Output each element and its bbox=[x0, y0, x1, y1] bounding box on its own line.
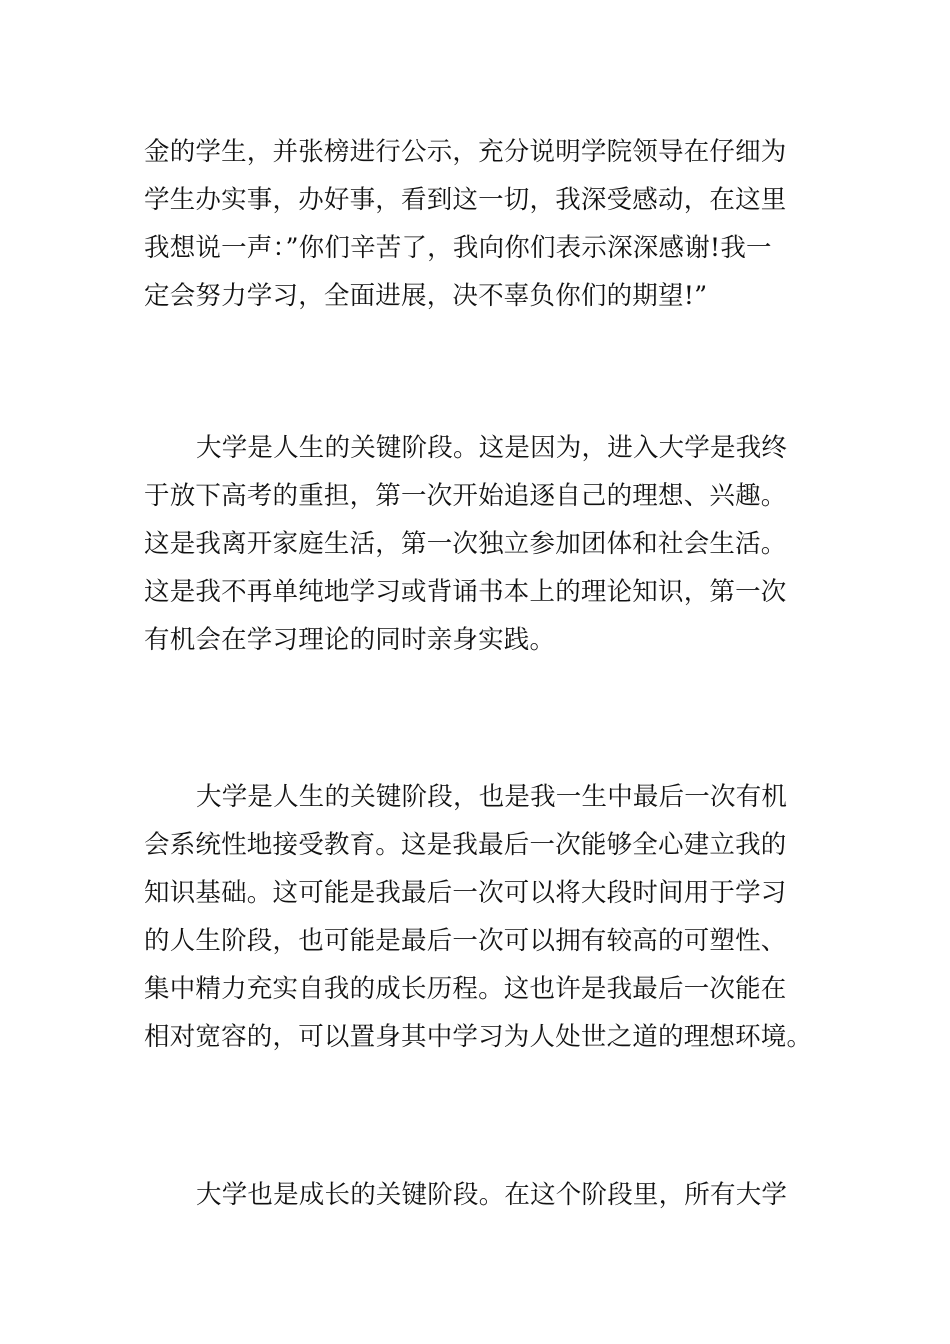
paragraph-line: 学生办实事，办好事，看到这一切，我深受感动，在这里 bbox=[144, 185, 787, 215]
paragraph-line: 于放下高考的重担，第一次开始追逐自己的理想、兴趣。 bbox=[144, 481, 787, 511]
paragraph-line: 定会努力学习，全面进展，决不辜负你们的期望!” bbox=[144, 281, 708, 311]
paragraph-line: 大学是人生的关键阶段。这是因为，进入大学是我终 bbox=[196, 433, 788, 463]
paragraph-line: 我想说一声：”你们辛苦了，我向你们表示深深感谢!我一 bbox=[144, 233, 772, 263]
paragraph-3 bbox=[144, 773, 813, 1061]
paragraph-line: 大学也是成长的关键阶段。在这个阶段里，所有大学 bbox=[196, 1180, 788, 1210]
paragraph-line: 有机会在学习理论的同时亲身实践。 bbox=[144, 625, 556, 655]
paragraph-line: 这是我不再单纯地学习或背诵书本上的理论知识，第一次 bbox=[144, 577, 787, 607]
paragraph-line: 大学是人生的关键阶段，也是我一生中最后一次有机 bbox=[196, 782, 788, 812]
paragraph-line: 这是我离开家庭生活，第一次独立参加团体和社会生活。 bbox=[144, 529, 787, 559]
paragraph-line: 相对宽容的，可以置身其中学习为人处世之道的理想环境。 bbox=[144, 1022, 813, 1052]
paragraph-line: 集中精力充实自我的成长历程。这也许是我最后一次能在 bbox=[144, 974, 787, 1004]
paragraph-line: 金的学生，并张榜进行公示，充分说明学院领导在仔细为 bbox=[144, 137, 787, 167]
paragraph-line: 的人生阶段，也可能是最后一次可以拥有较高的可塑性、 bbox=[144, 926, 787, 956]
paragraph-4 bbox=[144, 1171, 809, 1219]
paragraph-line: 会系统性地接受教育。这是我最后一次能够全心建立我的 bbox=[144, 830, 787, 860]
paragraph-line: 知识基础。这可能是我最后一次可以将大段时间用于学习 bbox=[144, 878, 787, 908]
paragraph-1 bbox=[144, 128, 809, 320]
paragraph-2 bbox=[144, 424, 809, 664]
